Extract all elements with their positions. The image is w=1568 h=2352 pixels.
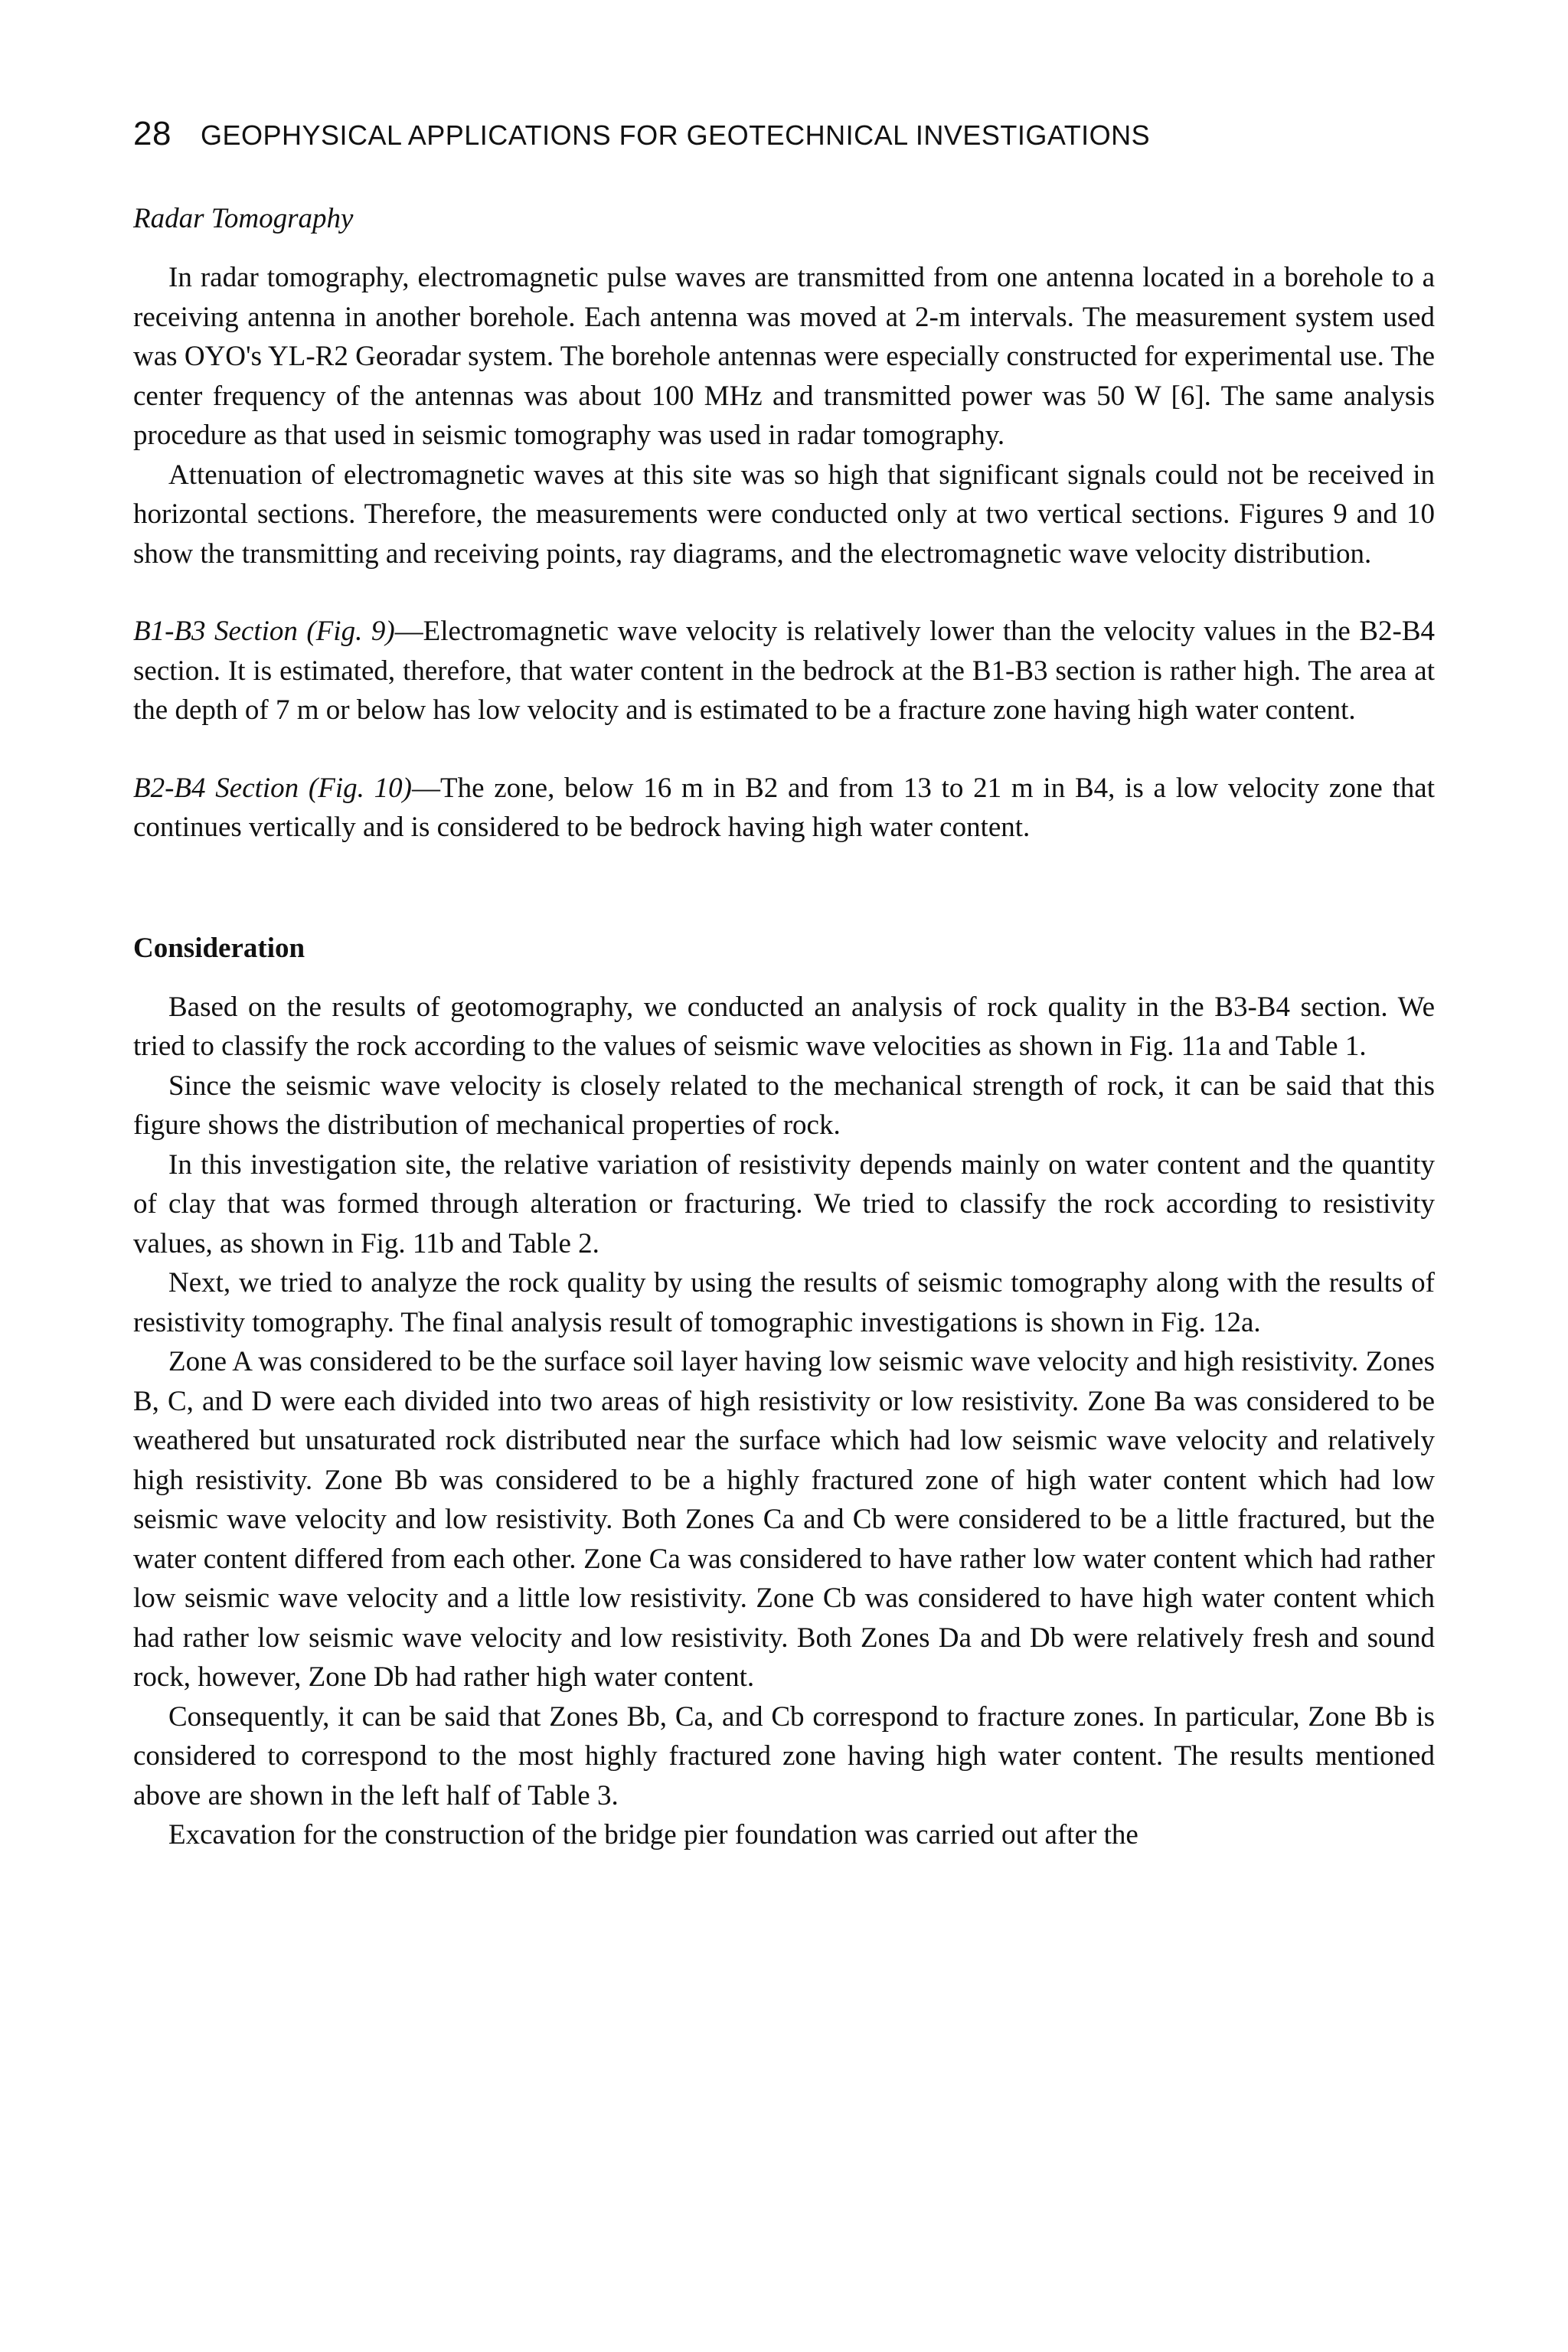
consideration-paragraph-1: Based on the results of geotomography, we conducted an analysis of rock quality in the B3-B4 section. We tried to classify the rock according to the values of seismic wave velocities as shown in Fig. 11a and Table 1. [133,991,1435,1062]
consideration-paragraph-6: Consequently, it can be said that Zones Bb, Ca, and Cb correspond to fracture zones. In particular, Zone Bb is considered to correspond to the most highly fractured zone having high water content. The results mentioned above are shown in the left half of Table 3. [133,1700,1435,1811]
page [133,115,1435,1855]
b2-b4-section-label: B2-B4 Section (Fig. 10) [133,772,412,804]
radar-paragraph-2: Attenuation of electromagnetic waves at this site was so high that significant signals could not be received in horizontal sections. Therefore, the measurements were conducted only at two vertical sections. Figures 9 and 10 show the transmitting and receiving points, ray diagrams, and the electromagnetic wave velocity distribution. [133,459,1435,570]
consideration-heading: Consideration [133,932,305,964]
b2-b4-section-text: —The zone, below 16 m in B2 and from 13 to 21 m in B4, is a low velocity zone that continues vertically and is considered to be bedrock having high water content. [133,772,1435,843]
running-title: GEOPHYSICAL APPLICATIONS FOR GEOTECHNICAL INVESTIGATIONS [200,119,1151,151]
consideration-paragraph-3: In this investigation site, the relative variation of resistivity depends mainly on water content and the quantity of clay that was formed through alteration or fracturing. We tried to classify the rock according to resistivity values, as shown in Fig. 11b and Table 2. [133,1148,1435,1259]
consideration-paragraph-4: Next, we tried to analyze the rock quality by using the results of seismic tomography along with the results of resistivity tomography. The final analysis result of tomographic investigations is shown in Fig. 12a. [133,1267,1435,1338]
radar-tomography-heading: Radar Tomography [133,203,354,234]
b1-b3-section-paragraph [133,612,1435,730]
consideration-paragraph-2: Since the seismic wave velocity is closely related to the mechanical strength of rock, it can be said that this figure shows the distribution of mechanical properties of rock. [133,1070,1435,1141]
consideration-paragraph-5: Zone A was considered to be the surface soil layer having low seismic wave velocity and high resistivity. Zones B, C, and D were each divided into two areas of high resistivity or low resistivity. Zone Ba was considered to be weathered but unsaturated rock distributed near the surface which had low seismic wave velocity and relatively high resistivity. Zone Bb was considered to be a highly fractured zone of high water content which had low seismic wave velocity and low resistivity. Both Zones Ca and Cb were considered to be a little fractured, but the water content differed from each other. Zone Ca was considered to have rather low water content which had rather low seismic wave velocity and a little low resistivity. Zone Cb was considered to have high water content which had rather low seismic wave velocity and low resistivity. Both Zones Da and Db were relatively fresh and sound rock, however, Zone Db had rather high water content. [133,1346,1435,1693]
radar-paragraph-1: In radar tomography, electromagnetic pulse waves are transmitted from one antenna located in a borehole to a receiving antenna in another borehole. Each antenna was moved at 2-m intervals. The measurement system used was OYO's YL-R2 Georadar system. The borehole antennas were especially constructed for experimental use. The center frequency of the antennas was about 100 MHz and transmitted power was 50 W [6]. The same analysis procedure as that used in seismic tomography was used in radar tomography. [133,262,1435,451]
consideration-paragraph-7: Excavation for the construction of the bridge pier foundation was carried out after the [168,1819,1138,1851]
running-header [133,115,1435,153]
b1-b3-section-text: —Electromagnetic wave velocity is relatively lower than the velocity values in the B2-B4 section. It is estimated, therefore, that water content in the bedrock at the B1-B3 section is rather high. The area at the depth of 7 m or below has low velocity and is estimated to be a fracture zone having high water content. [133,616,1436,726]
b2-b4-section-paragraph [133,769,1435,848]
b1-b3-section-label: B1-B3 Section (Fig. 9) [133,616,395,647]
page-number: 28 [133,115,172,152]
